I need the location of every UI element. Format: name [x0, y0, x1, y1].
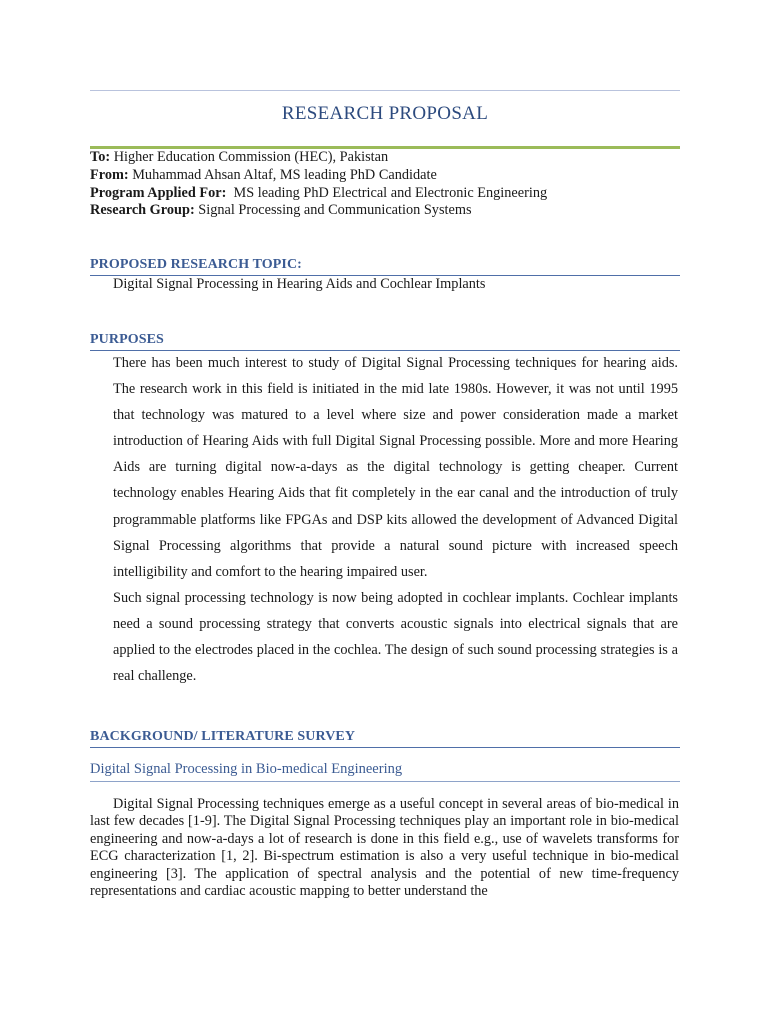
proposal-meta: [90, 149, 690, 220]
purposes-body: [113, 350, 678, 689]
meta-value: Muhammad Ahsan Altaf, MS leading PhD Candidate: [128, 166, 437, 183]
meta-research-group: [90, 202, 690, 220]
meta-label: To:: [90, 149, 111, 165]
meta-label: Research Group:: [90, 202, 195, 219]
section-divider: [90, 747, 680, 748]
subsection-divider: [90, 781, 680, 782]
document-title: RESEARCH PROPOSAL: [281, 103, 489, 124]
meta-from: [90, 167, 690, 185]
meta-to: [90, 149, 690, 167]
meta-program: [90, 185, 690, 203]
purposes-paragraph: Such signal processing technology is now being adopted in cochlear implants. Cochlear implants need a sound processing strategy that converts acoustic signals into electrical signals that are applied to the electrodes placed in the cochlea. The design of such sound processing strategies is a real challenge.: [113, 589, 678, 685]
section-heading-topic: PROPOSED RESEARCH TOPIC:: [90, 257, 302, 272]
top-divider: [90, 90, 680, 91]
research-topic-text: Digital Signal Processing in Hearing Aids and Cochlear Implants: [113, 276, 486, 292]
subsection-heading: Digital Signal Processing in Bio-medical Engineering: [90, 761, 403, 777]
meta-label: Program Applied For:: [90, 184, 227, 201]
meta-value: Higher Education Commission (HEC), Pakistan: [110, 149, 389, 165]
section-heading-background: BACKGROUND/ LITERATURE SURVEY: [90, 729, 356, 744]
section-heading-purposes: PURPOSES: [90, 332, 164, 347]
background-paragraph: Digital Signal Processing techniques emerge as a useful concept in several areas of bio-medical in last few decades [1-9]. The Digital Signal Processing techniques play an important role in bio-medical engineering and now-a-days a lot of research is done in this field e.g., use of wavelets transforms for ECG characterization [1, 2]. Bi-spectrum estimation is also a very useful technique in bio-medical engineering [3]. The application of spectral analysis and the potential of new time-frequency representations and cardiac acoustic mapping to better understand the: [90, 796, 679, 900]
meta-value: MS leading PhD Electrical and Electronic Engineering: [226, 184, 548, 201]
background-body: [90, 796, 679, 900]
meta-label: From:: [90, 166, 129, 183]
purposes-paragraph: There has been much interest to study of Digital Signal Processing techniques for hearing aids. The research work in this field is initiated in the mid late 1980s. However, it was not until 1995 that technology was matured to a level where size and power consideration made a market introduction of Hearing Aids with full Digital Signal Processing possible. More and more Hearing Aids are turning digital now-a-days as the digital technology is getting cheaper. Current technology enables Hearing Aids that fit completely in the ear canal and the introduction of truly programmable platforms like FPGAs and DSP kits allowed the development of Advanced Digital Signal Processing algorithms that provide a natural sound picture with increased speech intelligibility and comfort to the hearing impaired user.: [113, 355, 678, 580]
meta-value: Signal Processing and Communication Systems: [194, 202, 472, 219]
